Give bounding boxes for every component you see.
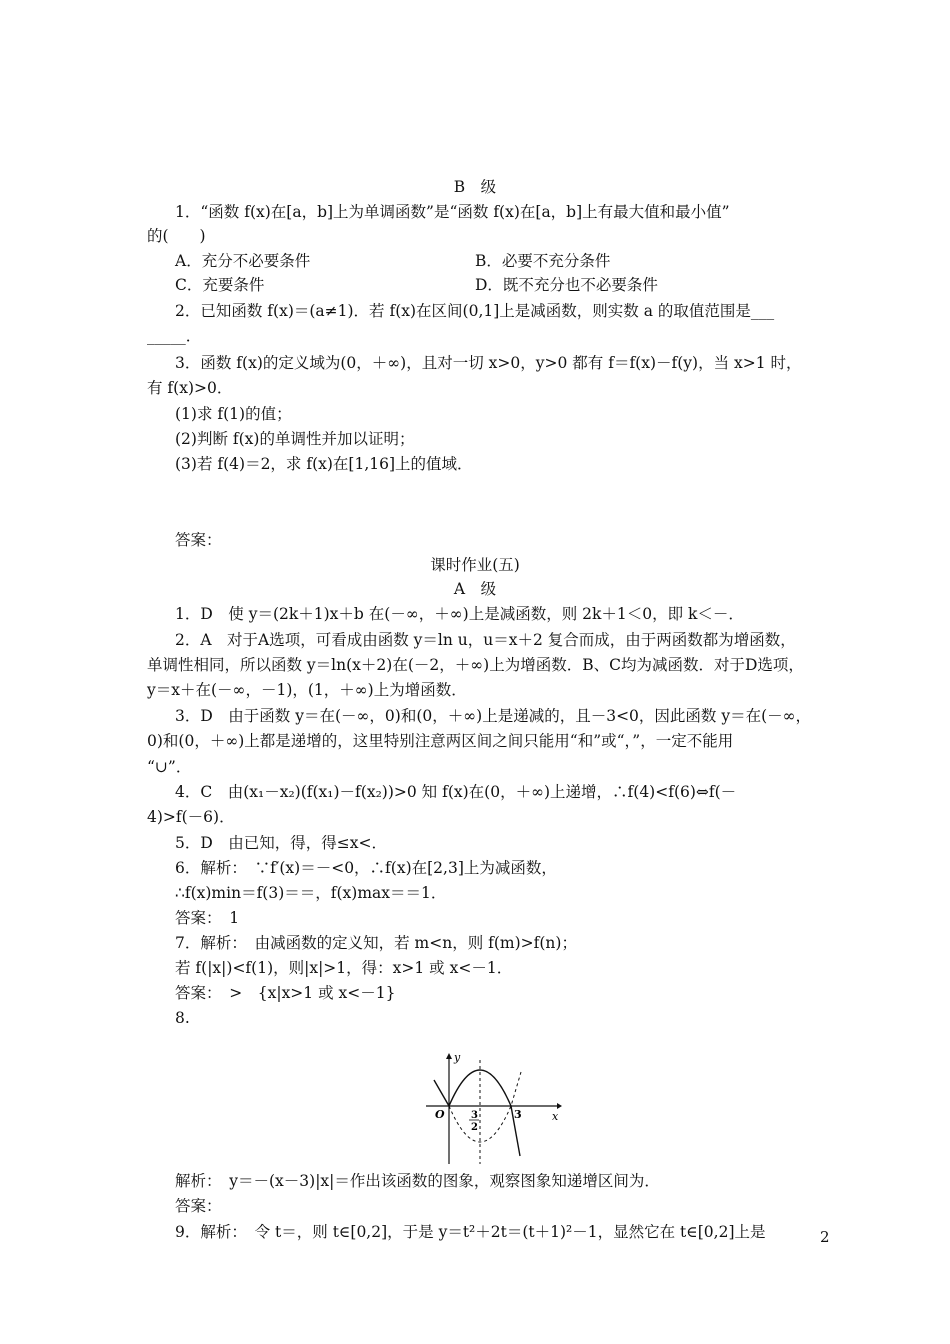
- answer-6-line1: 6．解析： ∵f′(x)＝－<0，∴f(x)在[2,3]上为减函数，: [175, 859, 557, 877]
- answer-2-line3: y＝x＋在(－∞，－1)，(1，＋∞)上为增函数．: [147, 681, 467, 699]
- answer-1: 1．D 使 y＝(2k＋1)x＋b 在(－∞，＋∞)上是减函数，则 2k＋1＜0，即 k＜－．: [175, 605, 744, 623]
- answer-3-line1: 3．D 由于函数 y＝在(－∞，0)和(0，＋∞)上是递减的，且－3<0，因此函数 y＝在(－∞，: [175, 707, 812, 725]
- page-number: 2: [820, 1228, 830, 1246]
- origin-label: O: [435, 1108, 445, 1121]
- q2-line2: _____．: [147, 327, 202, 345]
- answer-3-line3: “∪”．: [147, 758, 192, 776]
- q1-line1: 1．“函数 f(x)在[a，b]上为单调函数”是“函数 f(x)在[a，b]上有最大值和最小值”: [175, 203, 730, 221]
- answer-7-line1: 7．解析： 由减函数的定义知，若 m<n，则 f(m)>f(n)；: [175, 934, 577, 952]
- answer-2-line1: 2．A 对于A选项，可看成由函数 y＝ln u，u＝x＋2 复合而成，由于两函数都为增函数，: [175, 631, 796, 649]
- q3-sub1: (1)求 f(1)的值；: [175, 405, 292, 423]
- option-a: A．充分不必要条件: [175, 252, 311, 270]
- section-b-heading: B 级: [453, 178, 497, 196]
- answers-label: 答案：: [175, 531, 222, 549]
- level-a-heading: A 级: [453, 580, 497, 598]
- parabola-arc-curve: [449, 1070, 520, 1156]
- answer-4-line1: 4．C 由(x₁－x₂)(f(x₁)－f(x₂))>0 知 f(x)在(0，＋∞)上递增，∴f(4)<f(6)⇔f(－: [175, 783, 737, 801]
- answer-8-line1: 解析： y＝－(x－3)|x|＝作出该函数的图象，观察图象知递增区间为．: [175, 1172, 660, 1190]
- fraction-numerator: 3: [471, 1110, 478, 1121]
- x-intercept-three-label: 3: [514, 1108, 522, 1121]
- answer-5: 5．D 由已知，得，得≤x<．: [175, 834, 388, 852]
- left-branch-curve: [434, 1080, 449, 1106]
- function-graph-figure: [422, 1052, 562, 1167]
- q2-line1: 2．已知函数 f(x)＝(a≠1)．若 f(x)在区间(0,1]上是减函数，则实数 a 的取值范围是___: [175, 302, 775, 320]
- q1-line2: 的( ): [147, 227, 206, 245]
- option-b: B．必要不充分条件: [475, 252, 611, 270]
- y-axis-label: y: [454, 1052, 461, 1064]
- answer-9-line1: 9．解析： 令 t＝，则 t∈[0,2]，于是 y＝t²＋2t＝(t＋1)²－1，显然它在 t∈[0,2]上是: [175, 1223, 766, 1241]
- answer-2-line2: 单调性相同，所以函数 y＝ln(x＋2)在(－2，＋∞)上为增函数．B、C均为减函数．对于D选项，: [147, 656, 804, 674]
- q3-line2: 有 f(x)>0．: [147, 379, 233, 397]
- answers-title: 课时作业(五): [430, 556, 520, 574]
- answer-3-line2: 0)和(0，＋∞)上都是递增的，这里特别注意两区间之间只能用“和”或“，”，一定不能用: [147, 732, 734, 750]
- q3-line1: 3．函数 f(x)的定义域为(0，＋∞)，且对一切 x>0，y>0 都有 f＝f(x)－f(y)，当 x>1 时，: [175, 354, 802, 372]
- x-axis-label: x: [552, 1110, 559, 1123]
- answer-8-answer: 答案：: [175, 1197, 222, 1215]
- answer-7-line2: 若 f(|x|)<f(1)，则|x|>1，得：x>1 或 x<－1．: [175, 959, 513, 977]
- y-axis-arrow: [446, 1053, 452, 1059]
- q3-sub2: (2)判断 f(x)的单调性并加以证明；: [175, 430, 415, 448]
- option-d: D．既不充分也不必要条件: [475, 276, 658, 294]
- answer-8-number: 8.: [175, 1009, 190, 1027]
- answer-4-line2: 4)>f(－6)．: [147, 808, 235, 826]
- answer-6-answer: 答案： 1: [175, 909, 240, 927]
- x-axis-arrow: [557, 1103, 562, 1109]
- reflected-parabola-dashed: [449, 1072, 521, 1142]
- option-c: C．充要条件: [175, 276, 265, 294]
- fraction-denominator: 2: [471, 1122, 478, 1133]
- answer-7-answer: 答案： > {x|x>1 或 x<－1}: [175, 984, 396, 1002]
- q3-sub3: (3)若 f(4)＝2，求 f(x)在[1,16]上的值域．: [175, 455, 473, 473]
- answer-6-line2: ∴f(x)min＝f(3)＝＝，f(x)max＝＝1．: [175, 884, 447, 902]
